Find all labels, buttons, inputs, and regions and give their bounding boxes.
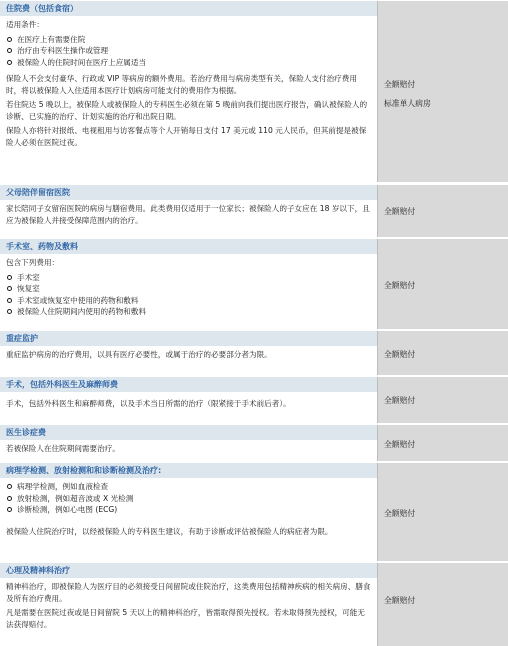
coverage-value: 全额赔付	[384, 440, 416, 449]
row-pathology	[0, 462, 508, 561]
list-item: 恢复室	[6, 283, 371, 295]
coverage-value: 全额赔付	[384, 207, 416, 216]
paragraph: 凡是需要在医院过夜或是日间留院 5 天以上的精神科治疗，皆需取得预先授权。若未取得预先授权，可能无法获得赔付。	[6, 608, 365, 629]
section-title: 重症监护	[0, 331, 377, 346]
coverage-value: 全额赔付	[384, 509, 416, 518]
list-item: 诊断检测，例如心电图 (ECG)	[6, 504, 371, 516]
coverage-cell	[377, 425, 508, 461]
paragraph: 若被保险人在住院期间需要治疗。	[6, 444, 120, 453]
section-title: 父母陪伴留宿医院	[0, 185, 377, 200]
coverage-cell	[377, 331, 508, 375]
section-title: 医生诊症费	[0, 425, 377, 440]
list-item: 被保险人的住院时间在医疗上应属适当	[6, 57, 371, 69]
coverage-value: 全额赔付	[384, 350, 416, 359]
paragraph: 若住院达 5 晚以上，被保险人或被保险人的专科医生必须在第 5 晚前向我们提出医疗报告，确认被保险人的诊断、已实施的治疗、计划实施的治疗和出院日期。	[6, 100, 368, 121]
coverage-value: 全额赔付	[384, 396, 416, 405]
list-item: 放射检测，例如超音波或 X 光检测	[6, 493, 371, 505]
row-surgery-fees	[0, 376, 508, 423]
row-doctor	[0, 424, 508, 461]
row-parent	[0, 184, 508, 237]
condition-label: 包含下列费用：	[6, 258, 60, 267]
row-hospital	[0, 0, 508, 182]
section-title: 手术，包括外科医生及麻醉师费	[0, 377, 377, 392]
coverage-value: 全额赔付	[384, 596, 416, 605]
condition-label: 适用条件：	[6, 20, 44, 29]
row-icu	[0, 330, 508, 375]
row-hospital-description	[0, 1, 377, 182]
coverage-cell	[377, 185, 508, 237]
coverage-cell	[377, 239, 508, 329]
condition-list	[6, 481, 371, 516]
condition-list	[6, 34, 371, 69]
list-item: 病理学检测，例如血液检查	[6, 481, 371, 493]
coverage-cell	[377, 1, 508, 182]
list-item: 手术室或恢复室中使用的药物和敷料	[6, 295, 371, 307]
coverage-cell	[377, 563, 508, 646]
condition-list	[6, 272, 371, 318]
paragraph: 保险人不会支付豪华、行政或 VIP 等病房的额外费用。若治疗费用与病房类型有关，保险人支付治疗费用时，将以被保险人入住适用本医疗计划病房可能支付的费用作为根据。	[6, 74, 357, 95]
section-title: 心理及精神科治疗	[0, 563, 377, 578]
paragraph: 手术，包括外科医生和麻醉师费，以及手术当日所需的治疗（限紧接于手术前后者）。	[6, 399, 291, 408]
paragraph: 保险人亦将针对报纸、电视租用与访客餐点等个人开销每日支付 17 美元或 110 元人民币，但其前提是被保险人必须在医院过夜。	[6, 126, 367, 147]
paragraph: 精神科治疗，即被保险人为医疗目的必须接受日间留院或住院治疗，这类费用包括精神疾病的相关病房、膳食及所有治疗费用。	[6, 582, 371, 603]
row-psych	[0, 562, 508, 646]
paragraph: 家长陪同子女留宿医院的病房与膳宿费用。此类费用仅适用于一位家长；被保险人的子女应在 18 岁以下，且应为被保险人并接受保障范围内的治疗。	[6, 204, 370, 225]
row-surgery	[0, 238, 508, 329]
list-item: 在医疗上有需要住院	[6, 34, 371, 46]
list-item: 手术室	[6, 272, 371, 284]
coverage-cell	[377, 377, 508, 423]
paragraph: 重症监护病房的治疗费用，以具有医疗必要性，或属于治疗的必要部分者为限。	[6, 350, 272, 359]
coverage-value: 全额赔付	[384, 281, 416, 290]
coverage-value: 全额赔付	[384, 80, 416, 89]
coverage-cell	[377, 463, 508, 561]
list-item: 被保险人住院期间内使用的药物和敷料	[6, 306, 371, 318]
section-title: 病理学检测、放射检测和和诊断检测及治疗:	[0, 463, 377, 478]
coverage-room-type: 标准单人病房	[384, 99, 431, 108]
list-item: 治疗由专科医生操作或管理	[6, 45, 371, 57]
section-title: 手术室、药物及敷料	[0, 239, 377, 254]
section-title: 住院费（包括食宿）	[0, 1, 377, 16]
paragraph: 被保险人住院治疗时，以经被保险人的专科医生建议，有助于诊断或评估被保险人的病症者为限。	[6, 526, 333, 536]
